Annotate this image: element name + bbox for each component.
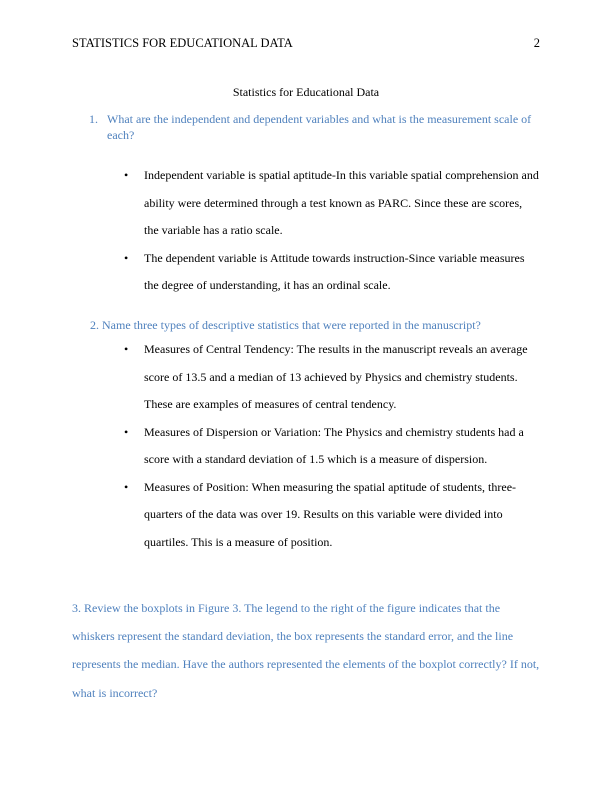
- list-item: [0, 336, 539, 419]
- question-1-text: What are the independent and dependent variables and what is the measurement scale of each?: [107, 112, 532, 142]
- list-item: [0, 162, 539, 245]
- answer-text: Independent variable is spatial aptitude-In this variable spatial comprehension and ability were determined through a test known as PARC. Since these are scores, the variable has a ratio scale.: [144, 168, 539, 237]
- answer-text: Measures of Dispersion or Variation: The Physics and chemistry students had a score with a standard deviation of 1.5 which is a measure of dispersion.: [144, 424, 524, 466]
- bullet-icon: •: [124, 250, 129, 265]
- bullet-icon: •: [124, 424, 129, 439]
- list-item: [0, 419, 539, 474]
- page-number: 2: [533, 36, 540, 50]
- bullet-icon: •: [124, 479, 129, 494]
- list-item: [0, 474, 539, 557]
- document-title: Statistics for Educational Data: [232, 85, 380, 99]
- list-item: [0, 245, 539, 300]
- question-2-answer-list: [0, 336, 612, 556]
- answer-text: Measures of Position: When measuring the spatial aptitude of students, three-quarters of the data was over 19. Results on this variable were divided into quartiles. This is a measure of position.: [144, 479, 517, 549]
- question-1-number: 1.: [89, 112, 98, 126]
- bullet-icon: •: [124, 168, 129, 182]
- answer-text: The dependent variable is Attitude towards instruction-Since variable measures the degree of understanding, it has an ordinal scale.: [144, 250, 525, 292]
- running-head: STATISTICS FOR EDUCATIONAL DATA: [72, 36, 293, 50]
- question-1: [89, 111, 544, 143]
- page-header: [72, 35, 540, 51]
- question-3-text: 3. Review the boxplots in Figure 3. The legend to the right of the figure indicates that the whiskers represent the standard deviation, the box represents the standard error, and the line represents the median. Have the authors represented the elements of the boxplot correctly? If not, what is incorrect?: [72, 601, 540, 700]
- answer-text: Measures of Central Tendency: The results in the manuscript reveals an average score of 13.5 and a median of 13 achieved by Physics and chemistry students. These are examples of measures of central tendency.: [144, 342, 528, 411]
- question-2-text: 2. Name three types of descriptive statistics that were reported in the manuscript?: [90, 318, 481, 332]
- bullet-icon: •: [124, 342, 129, 356]
- question-1-answer-list: [0, 162, 612, 300]
